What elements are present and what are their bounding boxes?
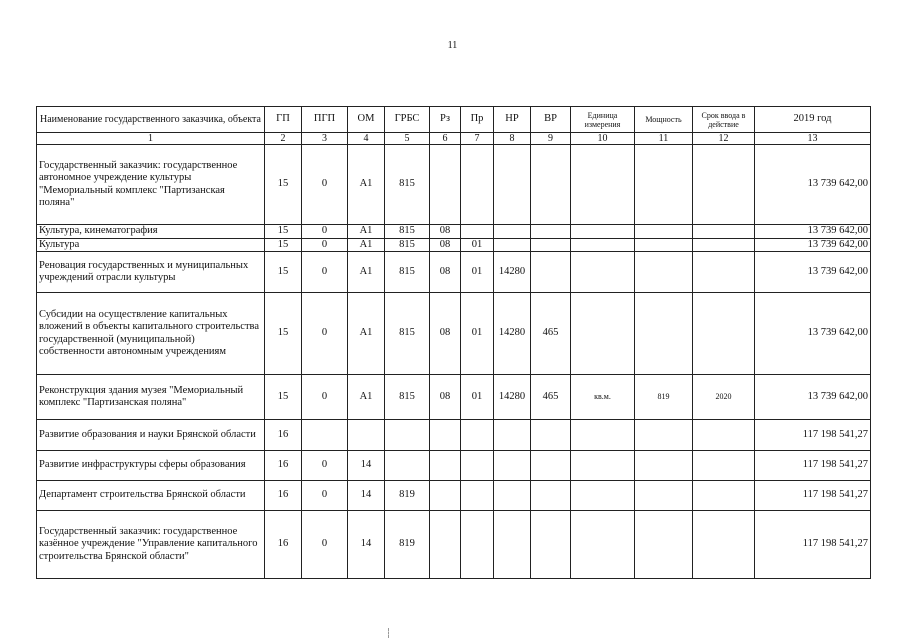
cell-unit: [571, 420, 635, 451]
cell-pr: [461, 225, 494, 239]
cell-pgp: [302, 420, 348, 451]
cell-rz: [430, 481, 461, 511]
header-unit: Единица измерения: [571, 107, 635, 133]
cell-amount: 117 198 541,27: [755, 451, 871, 481]
cell-amount: 13 739 642,00: [755, 375, 871, 420]
cell-gp: 15: [265, 238, 302, 252]
cell-grbs: 815: [385, 238, 430, 252]
cell-amount: 117 198 541,27: [755, 420, 871, 451]
table-row: [37, 375, 871, 420]
cell-term: [693, 293, 755, 375]
cell-pr: 01: [461, 252, 494, 293]
cell-om: 14: [348, 451, 385, 481]
cell-term: [693, 238, 755, 252]
header-pgp: ПГП: [302, 107, 348, 133]
cell-term: [693, 420, 755, 451]
cell-capacity: [635, 145, 693, 225]
cell-om: А1: [348, 252, 385, 293]
column-number: 3: [302, 133, 348, 145]
cell-nr: [494, 420, 531, 451]
column-number: 9: [531, 133, 571, 145]
cell-name: Культура: [37, 238, 265, 252]
column-number: 2: [265, 133, 302, 145]
cell-term: 2020: [693, 375, 755, 420]
cell-capacity: [635, 252, 693, 293]
cell-term: [693, 145, 755, 225]
header-term: Срок ввода в действие: [693, 107, 755, 133]
cell-capacity: [635, 420, 693, 451]
cell-nr: [494, 511, 531, 579]
cell-name: Государственный заказчик: государственное казённое учреждение "Управление капитального строительства Брянской области": [37, 511, 265, 579]
header-row: [37, 107, 871, 133]
header-nr: НР: [494, 107, 531, 133]
cell-om: 14: [348, 481, 385, 511]
cell-capacity: [635, 511, 693, 579]
table-row: [37, 252, 871, 293]
cell-rz: 08: [430, 375, 461, 420]
cell-term: [693, 225, 755, 239]
cell-pr: [461, 481, 494, 511]
page-fold-mark: [388, 628, 390, 638]
cell-term: [693, 511, 755, 579]
cell-capacity: [635, 451, 693, 481]
column-number: 12: [693, 133, 755, 145]
cell-capacity: [635, 238, 693, 252]
cell-unit: [571, 145, 635, 225]
cell-vr: [531, 238, 571, 252]
cell-vr: [531, 481, 571, 511]
cell-gp: 15: [265, 375, 302, 420]
cell-vr: [531, 451, 571, 481]
column-number: 11: [635, 133, 693, 145]
header-pr: Пр: [461, 107, 494, 133]
cell-nr: [494, 145, 531, 225]
cell-pgp: 0: [302, 225, 348, 239]
table-body: [37, 145, 871, 579]
header-capacity: Мощность: [635, 107, 693, 133]
column-number: 4: [348, 133, 385, 145]
cell-grbs: 815: [385, 375, 430, 420]
column-number: 1: [37, 133, 265, 145]
cell-amount: 13 739 642,00: [755, 293, 871, 375]
header-name: Наименование государственного заказчика, объекта: [37, 107, 265, 133]
cell-grbs: 819: [385, 481, 430, 511]
column-number: 8: [494, 133, 531, 145]
cell-grbs: 815: [385, 225, 430, 239]
cell-unit: кв.м.: [571, 375, 635, 420]
cell-amount: 13 739 642,00: [755, 225, 871, 239]
cell-om: 14: [348, 511, 385, 579]
cell-om: А1: [348, 225, 385, 239]
cell-nr: [494, 451, 531, 481]
cell-grbs: 815: [385, 293, 430, 375]
cell-pgp: 0: [302, 252, 348, 293]
budget-table: [36, 106, 871, 579]
cell-om: А1: [348, 293, 385, 375]
cell-nr: [494, 225, 531, 239]
table-row: [37, 145, 871, 225]
cell-rz: 08: [430, 238, 461, 252]
header-grbs: ГРБС: [385, 107, 430, 133]
cell-name: Субсидии на осуществление капитальных вложений в объекты капитального строительства государственной (муниципальной) собственности автономным учреждениям: [37, 293, 265, 375]
cell-name: Реновация государственных и муниципальных учреждений отрасли культуры: [37, 252, 265, 293]
column-number: 10: [571, 133, 635, 145]
cell-grbs: [385, 451, 430, 481]
cell-nr: [494, 238, 531, 252]
header-om: ОМ: [348, 107, 385, 133]
cell-capacity: [635, 481, 693, 511]
table-row: [37, 293, 871, 375]
cell-grbs: 815: [385, 252, 430, 293]
cell-nr: 14280: [494, 375, 531, 420]
cell-gp: 15: [265, 293, 302, 375]
cell-vr: 465: [531, 375, 571, 420]
cell-om: А1: [348, 238, 385, 252]
header-vr: ВР: [531, 107, 571, 133]
cell-pgp: 0: [302, 375, 348, 420]
column-number: 6: [430, 133, 461, 145]
cell-term: [693, 252, 755, 293]
cell-capacity: [635, 293, 693, 375]
cell-gp: 15: [265, 145, 302, 225]
cell-name: Государственный заказчик: государственное автономное учреждение культуры "Мемориальный комплекс "Партизанская поляна": [37, 145, 265, 225]
cell-unit: [571, 293, 635, 375]
cell-term: [693, 481, 755, 511]
cell-gp: 16: [265, 420, 302, 451]
cell-unit: [571, 238, 635, 252]
cell-om: А1: [348, 375, 385, 420]
cell-grbs: [385, 420, 430, 451]
cell-amount: 117 198 541,27: [755, 481, 871, 511]
column-number-row: [37, 133, 871, 145]
cell-pgp: 0: [302, 238, 348, 252]
cell-unit: [571, 511, 635, 579]
table-row: [37, 481, 871, 511]
cell-amount: 117 198 541,27: [755, 511, 871, 579]
cell-vr: [531, 420, 571, 451]
column-number: 13: [755, 133, 871, 145]
cell-name: Культура, кинематография: [37, 225, 265, 239]
cell-amount: 13 739 642,00: [755, 252, 871, 293]
cell-vr: 465: [531, 293, 571, 375]
cell-amount: 13 739 642,00: [755, 238, 871, 252]
table-row: [37, 238, 871, 252]
cell-term: [693, 451, 755, 481]
column-number: 7: [461, 133, 494, 145]
cell-pr: [461, 145, 494, 225]
cell-unit: [571, 481, 635, 511]
cell-rz: [430, 451, 461, 481]
cell-gp: 16: [265, 451, 302, 481]
cell-pr: 01: [461, 293, 494, 375]
cell-name: Развитие инфраструктуры сферы образования: [37, 451, 265, 481]
column-number: 5: [385, 133, 430, 145]
cell-vr: [531, 145, 571, 225]
cell-vr: [531, 511, 571, 579]
cell-name: Развитие образования и науки Брянской области: [37, 420, 265, 451]
cell-gp: 15: [265, 252, 302, 293]
cell-nr: 14280: [494, 252, 531, 293]
cell-nr: [494, 481, 531, 511]
cell-gp: 15: [265, 225, 302, 239]
cell-pgp: 0: [302, 145, 348, 225]
cell-pgp: 0: [302, 481, 348, 511]
header-rz: Рз: [430, 107, 461, 133]
cell-vr: [531, 225, 571, 239]
cell-unit: [571, 252, 635, 293]
table-row: [37, 511, 871, 579]
cell-grbs: 815: [385, 145, 430, 225]
cell-rz: 08: [430, 252, 461, 293]
cell-pgp: 0: [302, 293, 348, 375]
cell-pr: 01: [461, 375, 494, 420]
cell-rz: [430, 145, 461, 225]
cell-rz: 08: [430, 225, 461, 239]
cell-om: А1: [348, 145, 385, 225]
header-year: 2019 год: [755, 107, 871, 133]
header-gp: ГП: [265, 107, 302, 133]
cell-pgp: 0: [302, 451, 348, 481]
cell-name: Реконструкция здания музея "Мемориальный комплекс "Партизанская поляна": [37, 375, 265, 420]
cell-pgp: 0: [302, 511, 348, 579]
table-row: [37, 225, 871, 239]
cell-vr: [531, 252, 571, 293]
cell-rz: [430, 420, 461, 451]
cell-grbs: 819: [385, 511, 430, 579]
cell-capacity: [635, 225, 693, 239]
cell-om: [348, 420, 385, 451]
cell-pr: [461, 511, 494, 579]
cell-amount: 13 739 642,00: [755, 145, 871, 225]
cell-pr: [461, 420, 494, 451]
cell-name: Департамент строительства Брянской области: [37, 481, 265, 511]
cell-gp: 16: [265, 511, 302, 579]
cell-gp: 16: [265, 481, 302, 511]
cell-capacity: 819: [635, 375, 693, 420]
cell-nr: 14280: [494, 293, 531, 375]
cell-unit: [571, 225, 635, 239]
cell-pr: 01: [461, 238, 494, 252]
cell-unit: [571, 451, 635, 481]
cell-rz: [430, 511, 461, 579]
page-number: 11: [447, 40, 458, 51]
table-row: [37, 420, 871, 451]
cell-rz: 08: [430, 293, 461, 375]
table-row: [37, 451, 871, 481]
cell-pr: [461, 451, 494, 481]
